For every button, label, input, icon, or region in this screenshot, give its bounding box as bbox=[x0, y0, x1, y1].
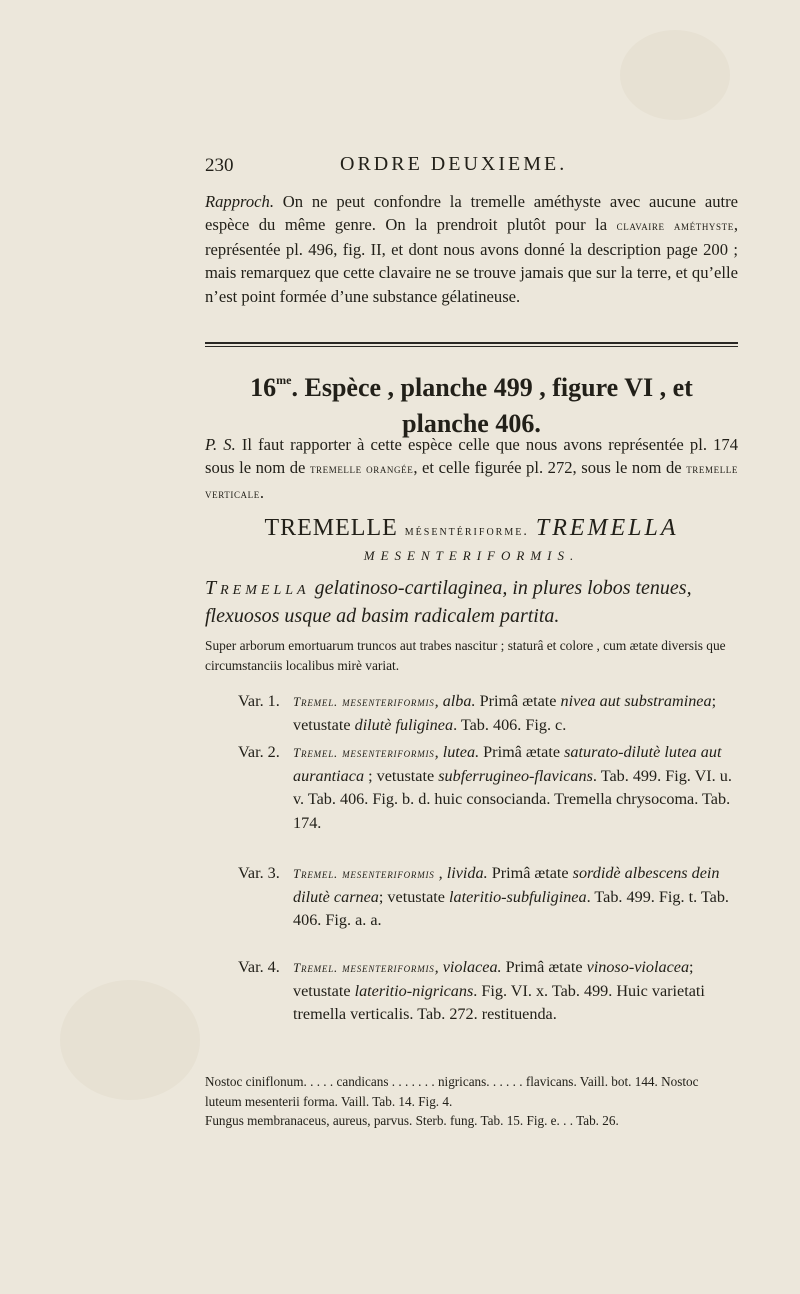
variety-entry bbox=[238, 862, 738, 933]
text-run: Il faut rapporter à cette espèce celle que nous avons représentée pl. 174 sous le nom de bbox=[205, 435, 738, 478]
variety-old-color: subferrugineo-flavicans bbox=[438, 766, 593, 785]
section-divider-thin bbox=[205, 346, 738, 347]
section-title bbox=[205, 362, 738, 442]
synonym-reference: Nostoc ciniflonum. . . . . candicans . . . . . . . nigricans. . . . . . flavicans. Vaill. bot. 144. Nostoc luteum mesenterii forma. Vaill. Tab. 14. Fig. 4. bbox=[205, 1074, 699, 1109]
variety-plate-refs: . Tab. 499. Fig. t. Tab. 406. Fig. a. a. bbox=[293, 887, 729, 929]
variety-label: Var. 2. bbox=[238, 743, 280, 761]
species-heading bbox=[205, 515, 738, 542]
section-number: 16 bbox=[250, 373, 277, 402]
variety-plate-refs: . Fig. VI. x. Tab. 499. Huic varietati tremella verticalis. Tab. 272. restituenda. bbox=[293, 981, 705, 1023]
diagnosis-text: gelatinoso-cartilaginea, in plures lobos tenues, flexuosos usque ad basim radicalem partita. bbox=[205, 577, 692, 627]
section-divider bbox=[205, 342, 738, 344]
diagnosis-genus: Tremella bbox=[205, 577, 310, 599]
section-title-text: . Espèce , planche 499 , figure VI , et planche 406. bbox=[291, 373, 693, 438]
variety-plate-refs: . Tab. 406. Fig. c. bbox=[453, 715, 567, 734]
french-genus: TREMELLE bbox=[264, 515, 398, 541]
species-name-smallcaps: tremelle orangée bbox=[309, 461, 414, 477]
text-run: On ne peut confondre la tremelle améthyste avec aucune autre espèce du même genre. On la prendroit plutôt pour la bbox=[205, 192, 738, 235]
text-run: ; vetustate bbox=[293, 692, 717, 734]
paper-stain bbox=[60, 980, 200, 1100]
rapproch-label: Rapproch. bbox=[205, 192, 274, 211]
variety-name: Tremel. mesenteriformis bbox=[293, 960, 435, 975]
french-epithet: mésentériforme. bbox=[404, 524, 529, 539]
variety-old-color: lateritio-nigricans bbox=[354, 981, 474, 1000]
variety-entry bbox=[238, 741, 738, 835]
paper-stain bbox=[620, 30, 730, 120]
variety-young-color: sordidè albescens dein dilutè carnea bbox=[293, 864, 720, 906]
variety-name: Tremel. mesenteriformis bbox=[293, 694, 435, 709]
text-run: Primâ ætate bbox=[479, 743, 565, 761]
latin-genus: TREMELLA bbox=[535, 515, 679, 541]
section-ordinal: me bbox=[276, 373, 292, 387]
text-run: , représentée pl. 496, fig. II, et dont nous avons donné la description page 200 ; mais remarquez que cette clavaire ne se trouve jamais que sur la terre, et qu’elle n’est point formée d’une substance gélatineuse. bbox=[205, 215, 738, 306]
variety-old-color: dilutè fuliginea bbox=[354, 715, 454, 734]
running-head-title: ORDRE DEUXIEME. bbox=[340, 153, 568, 175]
variety-plate-refs: . Tab. 499. Fig. VI. u. v. Tab. 406. Fig. b. d. huic consocianda. Tremella chrysocoma. Tab. 174. bbox=[293, 766, 732, 832]
latin-epithet: MESENTERIFORMIS. bbox=[363, 548, 580, 563]
variety-type: , lutea. bbox=[434, 743, 480, 761]
variety-name: Tremel. mesenteriformis bbox=[293, 745, 435, 760]
variety-young-color: saturato-dilutè lutea aut aurantiaca bbox=[293, 743, 722, 785]
text-run: Primâ ætate bbox=[501, 958, 587, 976]
latin-diagnosis bbox=[205, 574, 738, 630]
variety-entry bbox=[238, 956, 738, 1027]
variety-label: Var. 3. bbox=[238, 864, 280, 882]
variety-old-color: lateritio-subfuliginea bbox=[449, 887, 587, 906]
page-number: 230 bbox=[205, 155, 234, 176]
text-run: Primâ ætate bbox=[487, 864, 573, 882]
text-run: Primâ ætate bbox=[475, 692, 561, 710]
variety-label: Var. 1. bbox=[238, 692, 280, 710]
ps-label: P. S. bbox=[205, 435, 236, 454]
variety-type: , alba. bbox=[434, 692, 476, 710]
species-name-smallcaps: clavaire améthyste bbox=[616, 218, 734, 234]
text-run: ; vetustate bbox=[378, 887, 449, 906]
running-header bbox=[205, 153, 738, 183]
text-run: ; vetustate bbox=[364, 766, 439, 785]
variety-type: , livida. bbox=[434, 864, 488, 882]
habitat-note: Super arborum emortuarum truncos aut trabes nascitur ; staturâ et colore , cum ætate diversis que circumstanciis localibus mirè variat. bbox=[205, 638, 726, 673]
text-run: , et celle figurée pl. 272, sous le nom de bbox=[413, 458, 687, 478]
text-run: ; vetustate bbox=[293, 958, 694, 1000]
text-run: . bbox=[259, 482, 265, 502]
variety-name: Tremel. mesenteriformis bbox=[293, 866, 435, 881]
species-name-smallcaps: tremelle verticale bbox=[205, 461, 738, 501]
postscript-paragraph bbox=[205, 433, 738, 505]
synonym-reference: Fungus membranaceus, aureus, parvus. Sterb. fung. Tab. 15. Fig. e. . . Tab. 26. bbox=[205, 1113, 619, 1128]
variety-label: Var. 4. bbox=[238, 958, 280, 976]
rapprochement-paragraph bbox=[205, 190, 738, 308]
variety-type: , violacea. bbox=[434, 958, 502, 976]
variety-young-color: nivea aut substraminea bbox=[560, 692, 712, 710]
variety-young-color: vinoso-violacea bbox=[586, 958, 690, 976]
variety-entry bbox=[238, 690, 738, 737]
